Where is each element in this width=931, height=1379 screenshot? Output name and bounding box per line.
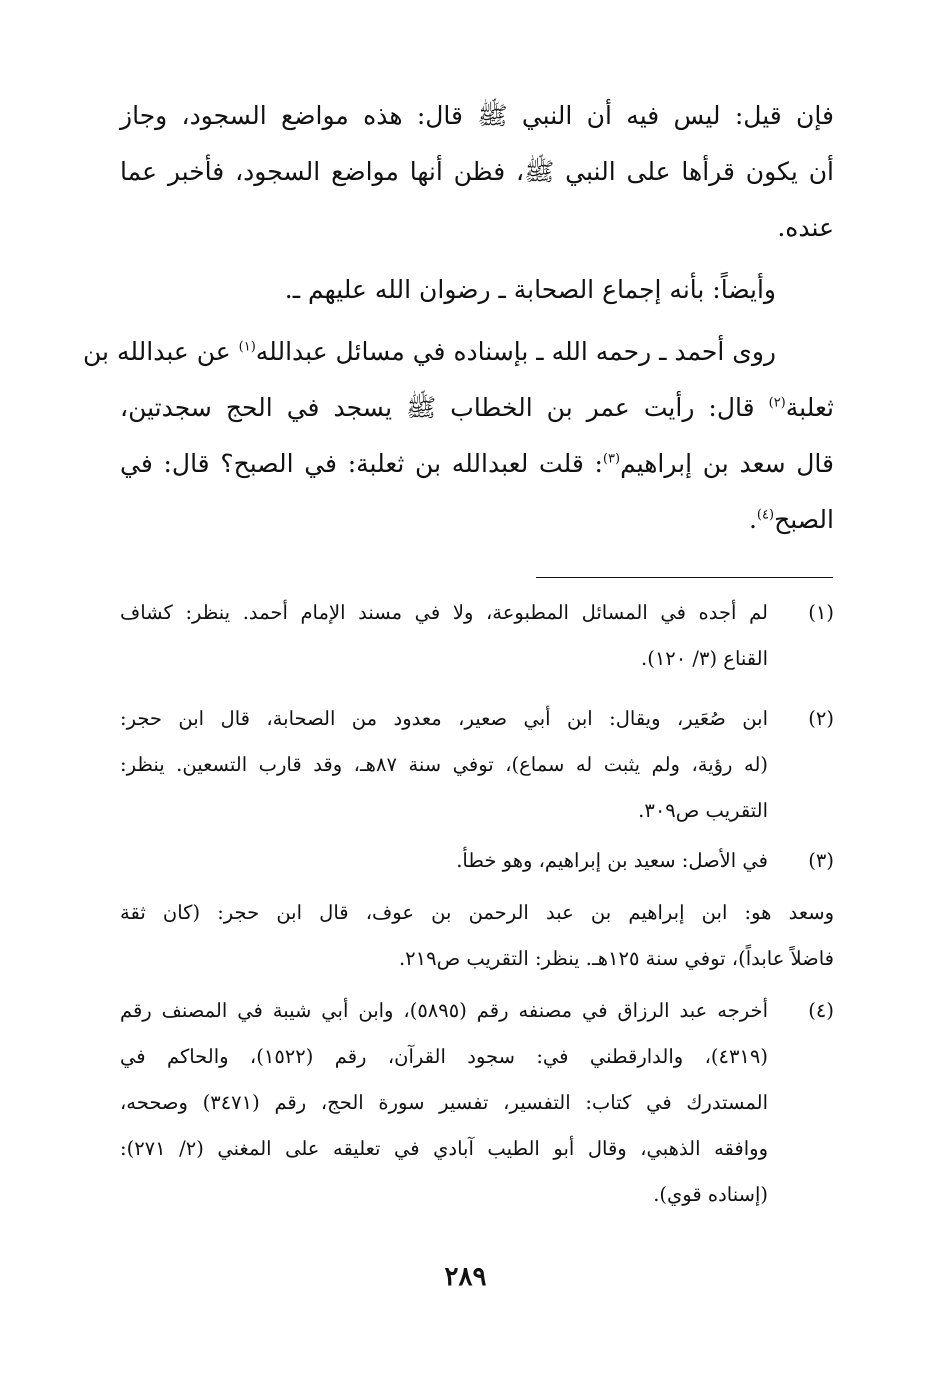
page-number: ٢٨٩ (444, 1262, 487, 1292)
footnote-ref-2[interactable]: (٢) (768, 395, 786, 411)
body-line-5-text-b: عن عبدالله بن (83, 337, 231, 366)
body-line-6-text-a: ثعلبة (785, 393, 834, 422)
footnote-4-line-1: أخرجه عبد الرزاق في مصنفه رقم (٥٨٩٥)، وابن أبي شيبة في المصنف رقم (120, 999, 768, 1022)
footnote-3-line-3: فاضلاً عابداً)، توفي سنة ١٢٥هـ. ينظر: التقريب ص٢١٩. (398, 947, 834, 970)
footnote-1-number: (١) (808, 601, 834, 624)
footnote-4 (120, 996, 834, 1226)
footnote-4-line-3: المستدرك في كتاب: التفسير، تفسير سورة الحج، رقم (٣٤٧١) وصححه، (120, 1091, 768, 1114)
footnote-4-line-5: (إسناده قوي). (653, 1183, 768, 1206)
footnote-4-line-2: (٤٣١٩)، والدارقطني في: سجود القرآن، رقم (١٥٢٢)، والحاكم في (120, 1045, 768, 1068)
footnote-ref-4[interactable]: (٤) (756, 507, 775, 523)
footnote-2-line-3: التقريب ص٣٠٩. (638, 799, 768, 822)
body-line-4: وأيضاً: بأنه إجماع الصحابة ـ رضوان الله عليهم ـ. (284, 275, 776, 304)
footnote-1-line-1: لم أجده في المسائل المطبوعة، ولا في مسند الإمام أحمد. ينظر: كشاف (120, 601, 768, 624)
body-line-1: فإن قيل: ليس فيه أن النبي ﷺ قال: هذه مواضع السجود، وجاز (120, 101, 834, 130)
footnote-2 (120, 704, 834, 824)
footnote-3-line-1: في الأصل: سعيد بن إبراهيم، وهو خطأ. (456, 849, 768, 872)
footnote-4-line-4: ووافقه الذهبي، وقال أبو الطيب آبادي في تعليقه على المغني (٢/ ٢٧١): (120, 1137, 768, 1160)
footnote-4-number: (٤) (808, 999, 834, 1022)
body-line-5 (83, 332, 834, 372)
body-line-8-text-a: الصبح (774, 505, 834, 534)
body-line-5-text-a: روى أحمد ـ رحمه الله ـ بإسناده في مسائل عبدالله (255, 337, 776, 366)
body-line-6-text-b: قال: رأيت عمر بن الخطاب ﷺ يسجد في الحج سجدتين، (120, 393, 755, 422)
body-line-8-text-b: . (748, 505, 757, 534)
footnote-2-line-1: ابن صُعَير، ويقال: ابن أبي صعير، معدود من الصحابة، قال ابن حجر: (120, 707, 768, 730)
body-line-7 (120, 444, 834, 484)
footnote-3-line-2: وسعد هو: ابن إبراهيم بن عبد الرحمن بن عوف، قال ابن حجر: (كان ثقة (120, 901, 834, 924)
footnote-ref-1[interactable]: (١) (238, 339, 256, 355)
body-line-6 (120, 388, 834, 428)
footnote-1 (120, 598, 834, 670)
footnote-1-line-2: القناع (٣/ ١٢٠). (641, 647, 768, 670)
footnote-2-number: (٢) (808, 707, 834, 730)
body-line-2: أن يكون قرأها على النبي ﷺ، فظن أنها مواضع السجود، فأخبر عما (120, 157, 834, 186)
footnote-3-number: (٣) (808, 849, 834, 872)
body-line-8 (120, 500, 834, 540)
footnote-3 (120, 846, 834, 976)
footnote-separator (536, 577, 833, 578)
footnote-ref-3[interactable]: (٣) (602, 451, 621, 467)
body-line-7-text-b: : قلت لعبدالله بن ثعلبة: في الصبح؟ قال: في (120, 449, 603, 478)
body-line-7-text-a: قال سعد بن إبراهيم (620, 449, 835, 478)
footnote-2-line-2: (له رؤية، ولم يثبت له سماع)، توفي سنة ٨٧هـ، وقد قارب التسعين. ينظر: (120, 753, 768, 776)
body-line-3: عنده. (777, 213, 834, 242)
